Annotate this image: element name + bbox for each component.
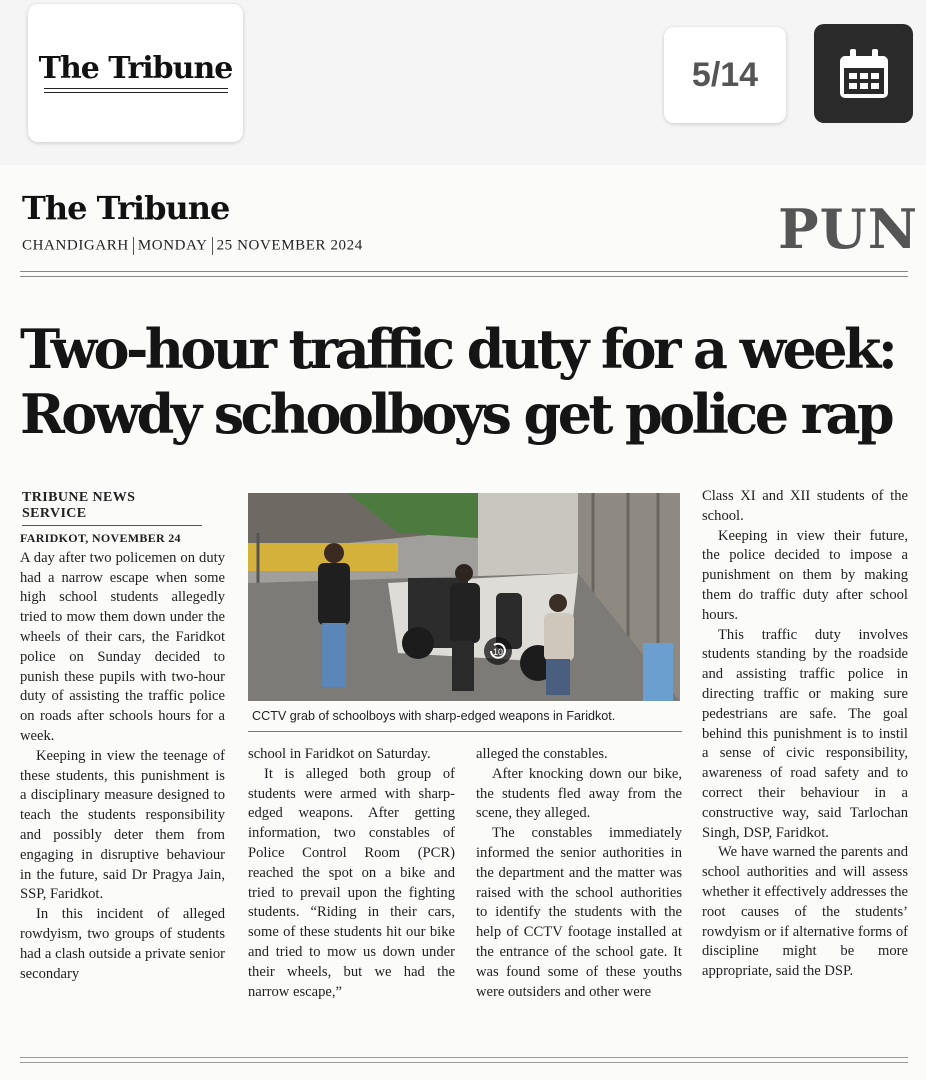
publication-logo-button[interactable]: [28, 4, 243, 142]
cctv-photo-illustration: [248, 493, 680, 701]
article-headline: [20, 317, 920, 447]
page-counter[interactable]: 5/14: [664, 27, 786, 123]
paragraph: alleged the constables.: [476, 746, 608, 762]
byline: TRIBUNE NEWS SERVICE: [22, 490, 202, 526]
paragraph: The constables immediately informed the senior authorities in the department and the matter was raised with the school authorities to identify the students with the help of CCTV footage installed at the entrance of the school gate. It was found some of these youths were outsiders and other were: [476, 825, 682, 1000]
article-column-3: [476, 745, 682, 1002]
video-replay-badge: 10: [492, 647, 504, 657]
article-column-2: [248, 745, 455, 1002]
paragraph: school in Faridkot on Saturday.: [248, 746, 431, 762]
article-dateline: FARIDKOT, NOVEMBER 24: [20, 531, 181, 545]
masthead-name: The Tribune: [22, 189, 230, 227]
paragraph: This traffic duty involves students standing by the roadside and assisting traffic police in directing traffic or making sure pedestrians are safe. The goal behind this punishment is to instil a sense of civic responsibility, awareness of road safety and to correct their behaviour in a constructive way, said Tarlochan Singh, DSP, Faridkot.: [702, 626, 908, 841]
masthead-separator: [133, 237, 134, 255]
paragraph: After knocking down our bike, the students fled away from the scene, they alleged.: [476, 765, 682, 822]
article-column-4: [702, 487, 908, 982]
page-bottom-rule: [20, 1057, 908, 1063]
cctv-photo: [248, 493, 680, 701]
paragraph: Keeping in view their future, the police decided to impose a punishment on them by making them do traffic duty after school hours.: [702, 527, 908, 623]
logo-text: The Tribune: [38, 50, 233, 86]
paragraph: Class XI and XII students of the school.: [702, 488, 908, 524]
masthead-date: 25 NOVEMBER 2024: [216, 237, 363, 254]
section-tag: PUN: [778, 197, 919, 261]
photo-caption: CCTV grab of schoolboys with sharp-edged weapons in Faridkot.: [252, 709, 616, 723]
masthead-separator: [212, 237, 213, 255]
calendar-icon: [835, 45, 893, 103]
paragraph: In this incident of alleged rowdyism, two groups of students had a clash outside a private senior secondary: [20, 906, 225, 982]
paragraph: It is alleged both group of students were armed with sharp-edged weapons. After getting information, two constables of Police Control Room (PCR) reached the spot on a bike and tried to prevail upon the fighting students. “Riding in their cars, some of these students hit our bike and tried to mow us down under their wheels, but we had the narrow escape,”: [248, 765, 455, 1000]
headline-line-2: Rowdy schoolboys get police rap: [20, 381, 892, 446]
calendar-button[interactable]: [814, 24, 913, 123]
newspaper-page: [0, 165, 926, 1080]
app-bar: [0, 0, 926, 165]
masthead-day: MONDAY: [137, 237, 208, 254]
headline-line-1: Two-hour traffic duty for a week:: [20, 317, 895, 381]
article-column-1: [20, 529, 225, 984]
caption-rule: [248, 731, 682, 732]
masthead-rule: [20, 271, 908, 277]
paragraph: We have warned the parents and school authorities and will assess whether it effectively addresses the root causes of the students’ rowdyism or if alternative forms of discipline might be more appropriate, said the DSP.: [702, 844, 908, 980]
masthead-city: CHANDIGARH: [22, 237, 129, 254]
paragraph: A day after two policemen on duty had a narrow escape when some high school students allegedly tried to mow them down under the wheels of their cars, the Faridkot police on Sunday decided to punish these pupils with two-hour duty of assisting the traffic police on roads after schools hours for a week.: [20, 549, 225, 744]
logo-underline: [44, 88, 228, 93]
masthead-dateline: [22, 237, 363, 255]
paragraph: Keeping in view the teenage of these students, this punishment is a disciplinary measure designed to teach the students responsibility and possibly deter them from engaging in disruptive behaviour in the future, said Dr Pragya Jain, SSP, Faridkot.: [20, 747, 225, 903]
